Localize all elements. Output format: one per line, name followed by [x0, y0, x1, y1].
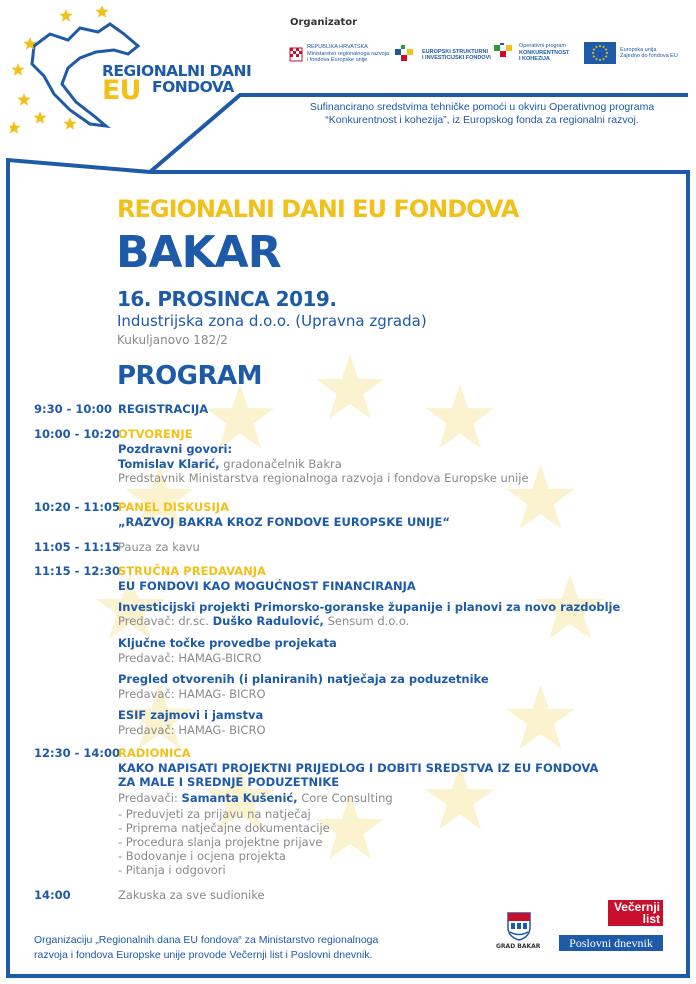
workshop-item: - Preduvjeti za prijavu na natječaj: [118, 807, 311, 821]
speaker-name: Samanta Kušenić,: [181, 791, 298, 805]
workshop-item: - Priprema natječajne dokumentacije: [118, 821, 330, 835]
cofinancing-line: “Konkurentnost i kohezija”, iz Europskog fonda za regionalni razvoj.: [325, 114, 639, 126]
logo-star-icon: [11, 63, 24, 76]
workshop-item: - Pitanja i odgovori: [118, 863, 226, 877]
slot-title: Zakuska za sve sudionike: [118, 888, 265, 902]
slot-time: 12:30 - 14:00: [34, 746, 120, 760]
partner-logo-esi: [393, 45, 491, 65]
eu-flag-icon: [584, 42, 616, 64]
organizator-label: Organizator: [290, 17, 358, 28]
logo-star-icon: [59, 9, 72, 22]
slot-time: 11:15 - 12:30: [34, 564, 120, 578]
slot-time: 10:00 - 10:20: [34, 427, 120, 441]
event-date: 16. PROSINCA 2019.: [117, 287, 337, 311]
slot-title: Pauza za kavu: [118, 540, 200, 554]
slot-time: 9:30 - 10:00: [34, 402, 112, 416]
partner-text: Europska unija: [620, 46, 657, 53]
partner-text: I INVESTICIJSKI FONDOVI: [422, 55, 491, 61]
lecture-speaker: Predavač: HAMAG-BICRO: [118, 651, 262, 665]
background-star-icon: [206, 384, 274, 449]
partner-text: KONKURENTNOST: [519, 49, 570, 56]
lecture-title: Investicijski projekti Primorsko-goranske županije i planovi za novo razdoblje: [118, 600, 621, 614]
speaker-representative: Predstavnik Ministarstva regionalnoga razvoja i fondova Europske unije: [118, 471, 529, 485]
partner-logo-op: [494, 43, 569, 63]
esi-funds-icon: [393, 45, 419, 65]
partner-text: i fondova Europske unije: [307, 57, 368, 63]
slot-subtitle: „RAZVOJ BAKRA KROZ FONDOVE EUROPSKE UNIJE“: [118, 515, 450, 529]
lecture-speaker: Predavač: HAMAG- BICRO: [118, 687, 266, 701]
workshop-item: - Procedura slanja projektne prijave: [118, 835, 323, 849]
cofinancing-note: [292, 101, 672, 127]
logo-star-icon: [33, 111, 46, 124]
op-competitiveness-icon: [494, 43, 516, 63]
lecture-speaker: [118, 614, 409, 628]
slot-title: OTVORENJE: [118, 427, 193, 441]
speaker-org: Core Consulting: [297, 791, 393, 805]
footer-line: Organizaciju „Regionalnih dana EU fondova“ za Ministarstvo regionalnoga: [34, 934, 379, 946]
poslovni-dnevnik-logo: Poslovni dnevnik: [559, 935, 663, 951]
logo-star-icon: [10, 121, 21, 134]
slot-title: STRUČNA PREDAVANJA: [118, 564, 266, 578]
partner-text: I KOHEZIJA: [519, 56, 550, 63]
partner-text: Operativni program: [519, 43, 567, 50]
vecernji-list-logo: [608, 900, 663, 926]
vecernji-line: list: [642, 912, 660, 926]
background-star-icon: [426, 384, 494, 449]
slot-title: RADIONICA: [118, 746, 191, 760]
partner-text: Zajedno do fondova EU: [620, 53, 678, 59]
logo-line1: REGIONALNI DANI: [102, 62, 252, 80]
grad-bakar-label: GRAD BAKAR: [496, 943, 541, 950]
event-venue: Industrijska zona d.o.o. (Upravna zgrada): [117, 312, 427, 330]
partner-logo-ministry: [289, 44, 389, 64]
logo-star-icon: [17, 93, 30, 106]
lecture-title: ESIF zajmovi i jamstva: [118, 708, 264, 722]
cofinancing-line: Sufinancirano sredstvima tehničke pomoći u okviru Operativnog programa: [309, 101, 655, 113]
logo-eu: EU: [102, 75, 141, 106]
slot-title: PANEL DISKUSIJA: [118, 500, 229, 514]
speaker-name: Duško Radulović,: [212, 614, 324, 628]
partner-text: EUROPSKI STRUKTURNI: [422, 48, 489, 55]
footer-note: [34, 933, 378, 963]
speaker-prefix: Predavači:: [118, 791, 182, 805]
slot-time: 10:20 - 11:05: [34, 500, 120, 514]
speaker-org: Sensum d.o.o.: [323, 614, 410, 628]
workshop-speaker: [118, 791, 393, 805]
partner-logo-eu: [584, 42, 678, 64]
background-star-icon: [316, 354, 384, 419]
speaker-line: [118, 457, 342, 471]
logo-star-icon: [63, 117, 76, 130]
logo-star-icon: [95, 6, 108, 18]
logo-fondova: FONDOVA: [152, 78, 234, 96]
slot-title: REGISTRACIJA: [118, 402, 209, 416]
background-star-icon: [506, 684, 575, 749]
speaker-role: gradonačelnik Bakra: [219, 457, 342, 471]
workshop-item: - Bodovanje i ocjena projekta: [118, 849, 286, 863]
vecernji-line: Večernji: [613, 900, 660, 914]
slot-subtitle: Pozdravni govori:: [118, 442, 233, 456]
program-heading: PROGRAM: [117, 361, 263, 391]
speaker-name: Tomislav Klarić,: [118, 457, 220, 471]
lecture-title: Ključne točke provedbe projekata: [118, 636, 337, 650]
slot-time: 14:00: [34, 888, 71, 902]
lecture-speaker: Predavač: HAMAG- BICRO: [118, 723, 266, 737]
event-address: Kukuljanovo 182/2: [117, 333, 228, 347]
event-title: REGIONALNI DANI EU FONDOVA: [117, 195, 519, 223]
slot-subtitle: EU FONDOVI KAO MOGUĆNOST FINANCIRANJA: [118, 579, 416, 593]
partner-text: REPUBLIKA HRVATSKA: [307, 44, 368, 50]
slot-time: 11:05 - 11:15: [34, 540, 120, 554]
partner-text: Ministarstvo regionalnoga razvoja: [307, 50, 389, 57]
event-city: BAKAR: [116, 227, 281, 278]
footer-line: razvoja i fondova Europske unije provode Večernji list i Poslovni dnevnik.: [34, 949, 373, 961]
slot-subtitle: ZA MALE I SREDNJE PODUZETNIKE: [118, 775, 340, 789]
croatia-coat-of-arms-icon: [289, 45, 303, 63]
grad-bakar-coat-of-arms-icon: [506, 911, 532, 941]
speaker-prefix: Predavač: dr.sc.: [118, 614, 213, 628]
slot-subtitle: KAKO NAPISATI PROJEKTNI PRIJEDLOG I DOBITI SREDSTVA IZ EU FONDOVA: [118, 761, 599, 775]
lecture-title: Pregled otvorenih (i planiranih) natječaja za poduzetnike: [118, 672, 489, 686]
